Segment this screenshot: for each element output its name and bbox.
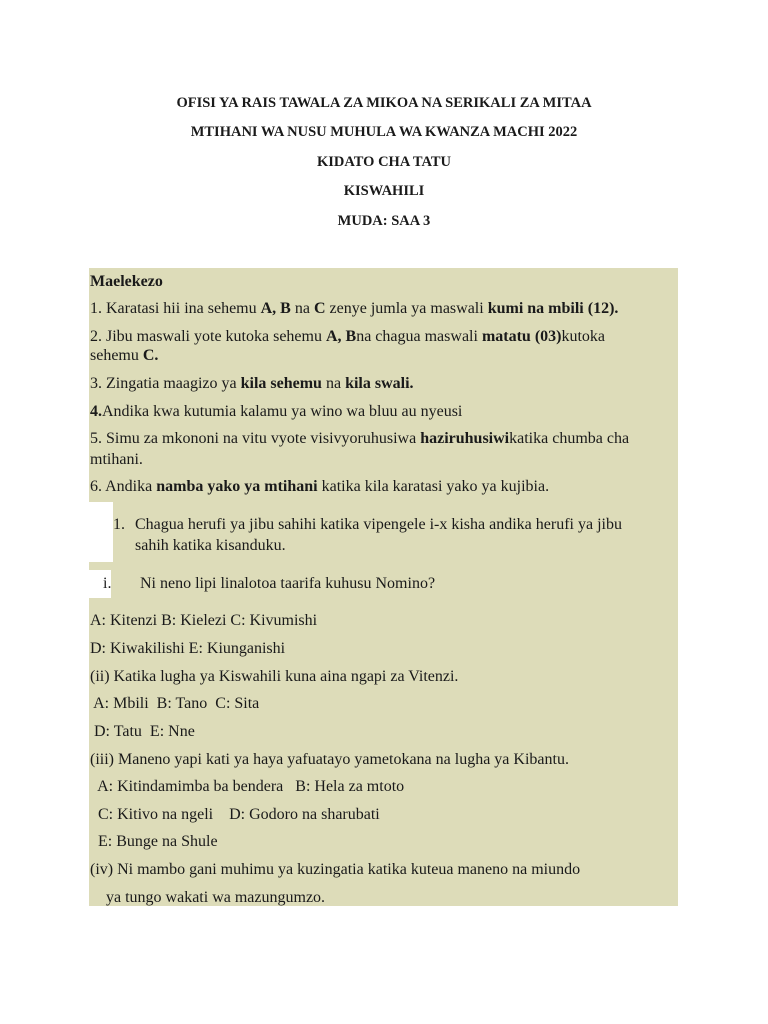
exam-title: MTIHANI WA NUSU MUHULA WA KWANZA MACHI 2022 [190, 124, 578, 140]
item-iii-options: A: Kitindamimba ba bendera B: Hela za mtoto [90, 778, 405, 795]
item-ii-text: (ii) Katika lugha ya Kiswahili kuna aina ngapi za Vitenzi. [90, 668, 459, 685]
instruction-2-cont: sehemu C. [90, 347, 159, 364]
item-i-number: i. [103, 575, 112, 592]
instruction-5-cont: mtihani. [90, 451, 143, 468]
indent-gap [89, 502, 113, 562]
question-1-number: 1. [113, 516, 125, 533]
form-level: KIDATO CHA TATU [316, 154, 452, 170]
item-ii-options: D: Tatu E: Nne [90, 723, 195, 740]
item-iv-text-cont: ya tungo wakati wa mazungumzo. [90, 889, 326, 906]
item-iii-options: C: Kitivo na ngeli D: Godoro na sharubati [90, 806, 380, 823]
item-ii-options: A: Mbili B: Tano C: Sita [90, 695, 260, 712]
question-1-text-cont: sahih katika kisanduku. [135, 537, 286, 554]
duration: MUDA: SAA 3 [337, 213, 431, 229]
instructions-heading: Maelekezo [90, 273, 163, 290]
instruction-5: 5. Simu za mkononi na vitu vyote visivyoruhusiwa haziruhusiwikatika chumba cha [90, 430, 630, 447]
item-iii-text: (iii) Maneno yapi kati ya haya yafuatayo yametokana na lugha ya Kibantu. [90, 751, 569, 768]
instruction-3: 3. Zingatia maagizo ya kila sehemu na kila swali. [90, 375, 414, 392]
item-i-options: A: Kitenzi B: Kielezi C: Kivumishi [90, 612, 318, 629]
question-1-text: Chagua herufi ya jibu sahihi katika vipengele i-x kisha andika herufi ya jibu [135, 516, 622, 533]
subject: KISWAHILI [343, 183, 425, 199]
office-title: OFISI YA RAIS TAWALA ZA MIKOA NA SERIKALI ZA MITAA [176, 95, 592, 111]
instruction-6: 6. Andika namba yako ya mtihani katika kila karatasi yako ya kujibia. [90, 478, 550, 495]
item-iii-options: E: Bunge na Shule [90, 833, 218, 850]
instruction-4: 4.Andika kwa kutumia kalamu ya wino wa bluu au nyeusi [90, 403, 463, 420]
item-iv-text: (iv) Ni mambo gani muhimu ya kuzingatia katika kuteua maneno na miundo [90, 861, 581, 878]
instruction-1: 1. Karatasi hii ina sehemu A, B na C zenye jumla ya maswali kumi na mbili (12). [90, 300, 619, 317]
item-i-options: D: Kiwakilishi E: Kiunganishi [90, 640, 286, 657]
item-i-text: Ni neno lipi linalotoa taarifa kuhusu Nomino? [140, 575, 436, 592]
instruction-2: 2. Jibu maswali yote kutoka sehemu A, Bna chagua maswali matatu (03)kutoka [90, 328, 606, 345]
